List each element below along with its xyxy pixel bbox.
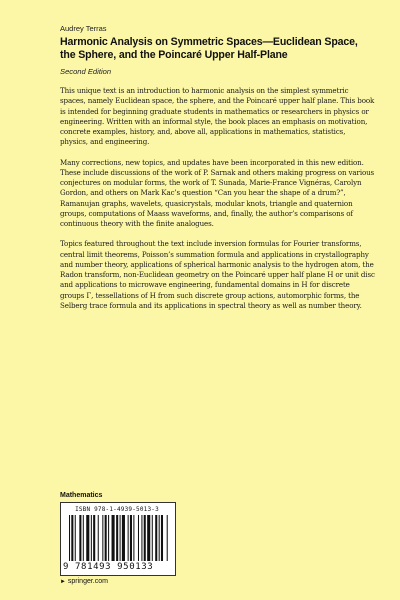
description-paragraph-1: This unique text is an introduction to harmonic analysis on the simplest symmetric spaces, namely Euclidean space, the sphere, and the Poincaré upper half plane. This book is intended for beginning graduate students in mathematics or researchers in physics or engineering. Written with an informal style, the book places an emphasis on motivation, concrete examples, history, and, above all, applications in mathematics, statistics, physics, and engineering.	[60, 86, 375, 147]
barcode-bar	[71, 515, 73, 561]
barcode-digits: 9 781493 950133	[63, 562, 154, 572]
barcode-bar	[79, 515, 81, 561]
barcode-bar	[141, 515, 142, 561]
description-paragraph-3: Topics featured throughout the text include inversion formulas for Fourier transforms, central limit theorems, Poisson’s summation formula and applications in crystallography and number theory, applications of spherical harmonic analysis to the hydrogen atom, the Radon transform, non-Euclidean geometry on the Poincaré upper half plane H or unit disc and applications to microwave engineering, fundamental domains in H for discrete groups Γ, tessellations of H from such discrete group actions, automorphic forms, the Selberg trace formula and its applications in spectral theory as well as number theory.	[60, 239, 375, 310]
barcode-bar	[152, 515, 153, 561]
barcode-bar	[116, 515, 118, 561]
barcode-bar	[102, 515, 103, 561]
barcode-bar	[86, 515, 89, 561]
subject-category: Mathematics	[60, 492, 103, 499]
barcode-bar	[75, 515, 76, 561]
barcode-bar	[138, 515, 139, 561]
arrow-icon: ►	[60, 579, 66, 585]
barcode-bar	[108, 515, 109, 561]
barcode-bar	[147, 515, 150, 561]
barcode-bar	[105, 515, 107, 561]
barcode-bar	[69, 515, 70, 561]
barcode-bar	[161, 515, 163, 561]
barcode-bar	[159, 515, 160, 561]
barcode-bar	[130, 515, 132, 561]
barcode-bar	[93, 515, 95, 561]
edition-label: Second Edition	[60, 67, 112, 76]
barcode-bar	[133, 515, 134, 561]
isbn-label: ISBN 978-1-4939-5013-3	[75, 506, 159, 513]
barcode-bar	[144, 515, 146, 561]
title-line-2: the Sphere, and the Poincaré Upper Half-Plane	[60, 48, 288, 61]
barcode-bar	[120, 515, 121, 561]
title-line-1: Harmonic Analysis on Symmetric Spaces—Euclidean Space,	[60, 36, 358, 48]
book-title	[60, 36, 380, 61]
author-name: Audrey Terras	[60, 24, 107, 33]
barcode-bars	[69, 515, 169, 561]
description-paragraph-2: Many corrections, new topics, and updates have been incorporated in this new edition. These include discussions of the work of P. Sarnak and others making progress on various conjectures on modular forms, the work of T. Sunada, Marie-France Vignéras, Carolyn Gordon, and others on Mark Kac’s question “Can you hear the shape of a drum?”, Ramanujan graphs, wavelets, quasicrystals, modular knots, triangle and quaternion groups, computations of Maass waveforms, and, finally, the author’s comparisons of continuous theory with the finite analogues.	[60, 157, 375, 228]
barcode-bar	[128, 515, 129, 561]
barcode-bar	[155, 515, 157, 561]
barcode-bar	[112, 515, 115, 561]
barcode-bar	[83, 515, 84, 561]
publisher-website	[60, 578, 108, 585]
barcode-bar	[91, 515, 92, 561]
barcode-bar	[98, 515, 99, 561]
barcode-bar	[122, 515, 125, 561]
barcode-bar	[167, 515, 168, 561]
website-text: springer.com	[67, 578, 108, 585]
description-body	[60, 86, 375, 321]
isbn-barcode	[60, 502, 176, 576]
